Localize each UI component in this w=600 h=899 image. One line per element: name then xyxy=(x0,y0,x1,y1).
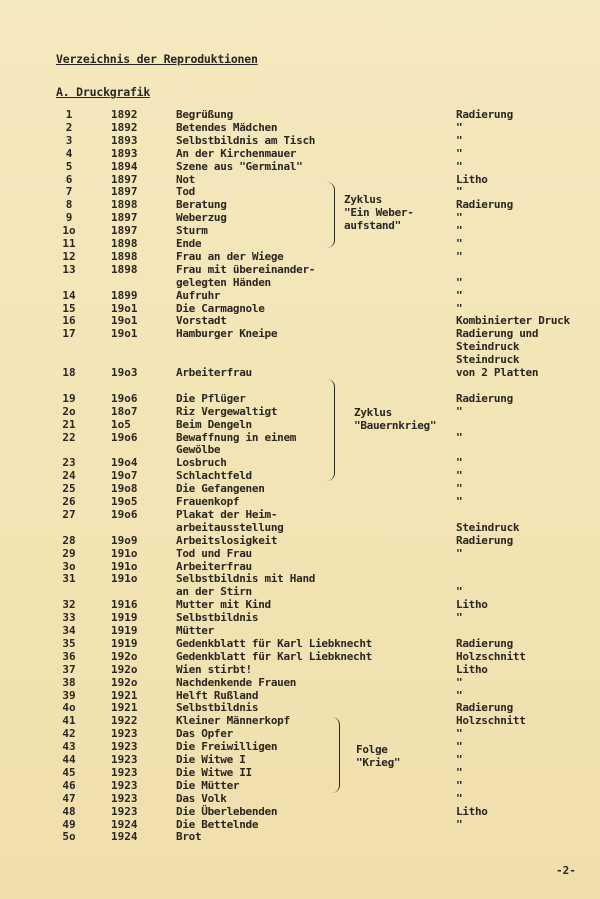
item-year: 19o7 xyxy=(111,469,138,483)
item-technique: " xyxy=(456,495,463,508)
item-year: 1919 xyxy=(111,636,138,650)
list-item xyxy=(0,482,600,495)
item-title: An der Kirchenmauer xyxy=(176,146,297,160)
item-number: 2o xyxy=(62,404,76,418)
list-item xyxy=(0,624,600,637)
item-year: 192o xyxy=(111,649,138,663)
item-title: arbeitausstellung xyxy=(176,520,284,534)
item-title: Weberzug xyxy=(176,211,227,225)
group-brace xyxy=(326,379,335,481)
list-item xyxy=(0,598,600,611)
list-item xyxy=(0,353,600,366)
item-technique: Radierung xyxy=(456,198,513,212)
list-item xyxy=(0,753,600,766)
item-technique: von 2 Platten xyxy=(456,366,539,379)
item-title: Begrüßung xyxy=(176,108,233,121)
item-technique: " xyxy=(456,301,463,315)
item-year: 1923 xyxy=(111,804,138,818)
item-number: 6 xyxy=(65,172,73,186)
item-technique: " xyxy=(456,791,463,805)
item-technique: Radierung xyxy=(456,108,513,121)
item-technique: " xyxy=(456,778,463,792)
item-title: Ende xyxy=(176,237,202,250)
list-item xyxy=(0,521,600,534)
item-title: Aufruhr xyxy=(176,288,221,302)
item-title: Gedenkblatt für Karl Liebknecht xyxy=(176,636,372,650)
item-technique: Radierung xyxy=(456,636,513,650)
item-title: Die Gefangenen xyxy=(176,482,265,496)
item-technique: Steindruck xyxy=(456,340,520,354)
list-item xyxy=(0,779,600,792)
item-year: 1921 xyxy=(111,701,138,715)
item-title: Betendes Mädchen xyxy=(176,120,278,134)
list-item xyxy=(0,534,600,547)
item-number: 45 xyxy=(62,765,76,779)
item-year: 1916 xyxy=(111,598,138,612)
list-item xyxy=(0,276,600,289)
item-title: Die Mütter xyxy=(176,778,240,792)
item-technique: " xyxy=(456,546,463,560)
group-label: Folge xyxy=(356,743,388,756)
list-item xyxy=(0,405,600,418)
list-item xyxy=(0,302,600,315)
list-item xyxy=(0,366,600,379)
list-item xyxy=(0,121,600,134)
item-number: 8 xyxy=(65,198,73,212)
item-title: Frau mit übereinander- xyxy=(176,262,316,276)
item-number: 4o xyxy=(62,701,76,715)
item-technique: Litho xyxy=(456,598,488,612)
item-title: Szene aus "Germinal" xyxy=(176,159,303,173)
item-year: 1922 xyxy=(111,714,138,728)
list-item xyxy=(0,211,600,224)
item-number: 1 xyxy=(65,108,73,121)
item-year: 19o6 xyxy=(111,430,138,444)
item-technique: " xyxy=(456,224,463,238)
item-number: 42 xyxy=(62,727,76,741)
item-number: 24 xyxy=(62,469,76,483)
item-technique: " xyxy=(456,740,463,754)
item-year: 1898 xyxy=(111,237,138,250)
item-technique: " xyxy=(456,482,463,496)
item-year: 1899 xyxy=(111,288,138,302)
item-technique: " xyxy=(456,404,463,418)
item-technique: " xyxy=(456,585,463,599)
item-year: 1893 xyxy=(111,146,138,160)
item-year: 1897 xyxy=(111,211,138,225)
item-number: 17 xyxy=(62,327,76,341)
list-item xyxy=(0,250,600,263)
document-heading: Verzeichnis der Reproduktionen xyxy=(56,52,258,66)
item-technique: Steindruck xyxy=(456,520,520,534)
item-title: Selbstbildnis xyxy=(176,611,259,625)
item-year: 1923 xyxy=(111,791,138,805)
list-item xyxy=(0,689,600,702)
item-number: 13 xyxy=(62,262,76,276)
item-number: 25 xyxy=(62,482,76,496)
item-technique: " xyxy=(456,120,463,134)
item-technique: " xyxy=(456,611,463,625)
item-technique: Kombinierter Druck xyxy=(456,314,570,328)
list-item xyxy=(0,224,600,237)
item-technique: Radierung xyxy=(456,391,513,405)
item-technique: " xyxy=(456,430,463,444)
item-technique: " xyxy=(456,727,463,741)
item-title: Beratung xyxy=(176,198,227,212)
item-year: 1897 xyxy=(111,172,138,186)
item-year: 19o5 xyxy=(111,495,138,508)
item-technique: Radierung xyxy=(456,533,513,547)
item-year: 1897 xyxy=(111,185,138,199)
item-technique: " xyxy=(456,765,463,779)
list-item xyxy=(0,830,600,843)
list-item xyxy=(0,650,600,663)
list-item xyxy=(0,676,600,689)
item-title: Gedenkblatt für Karl Liebknecht xyxy=(176,649,372,663)
group-label: Zyklus xyxy=(354,406,392,419)
item-year: 192o xyxy=(111,662,138,676)
section-heading: A. Druckgrafik xyxy=(56,85,151,99)
group-label: "Ein Weber- xyxy=(344,206,414,219)
item-number: 5 xyxy=(65,159,73,173)
item-technique: Litho xyxy=(456,662,488,676)
item-number: 31 xyxy=(62,572,76,586)
item-number: 48 xyxy=(62,804,76,818)
list-item xyxy=(0,611,600,624)
item-title: Not xyxy=(176,172,195,186)
item-title: Arbeiterfrau xyxy=(176,366,252,379)
list-item xyxy=(0,469,600,482)
item-year: 191o xyxy=(111,572,138,586)
item-technique: Radierung und xyxy=(456,327,539,341)
item-number: 29 xyxy=(62,546,76,560)
item-number: 2 xyxy=(65,120,73,134)
item-title: Selbstbildnis mit Hand xyxy=(176,572,316,586)
item-year: 1923 xyxy=(111,753,138,766)
item-title: Riz Vergewaltigt xyxy=(176,404,278,418)
item-number: 34 xyxy=(62,624,76,637)
group-label: "Krieg" xyxy=(356,756,401,769)
item-year: 19o8 xyxy=(111,482,138,496)
item-title: gelegten Händen xyxy=(176,275,271,289)
item-year: 1919 xyxy=(111,611,138,625)
item-number: 15 xyxy=(62,301,76,315)
item-title: Hamburger Kneipe xyxy=(176,327,278,341)
item-technique: " xyxy=(456,211,463,225)
item-title: Frau an der Wiege xyxy=(176,249,284,263)
item-number: 9 xyxy=(65,211,73,225)
item-year: 192o xyxy=(111,675,138,689)
item-number: 43 xyxy=(62,740,76,754)
item-title: Brot xyxy=(176,830,202,844)
item-year: 1892 xyxy=(111,120,138,134)
list-item xyxy=(0,701,600,714)
item-title: Selbstbildnis xyxy=(176,701,259,715)
item-year: 19o4 xyxy=(111,456,138,470)
item-number: 14 xyxy=(62,288,76,302)
list-item xyxy=(0,766,600,779)
item-number: 5o xyxy=(62,830,76,844)
list-item xyxy=(0,418,600,431)
list-item xyxy=(0,263,600,276)
item-title: Die Überlebenden xyxy=(176,804,278,818)
item-title: Arbeiterfrau xyxy=(176,559,252,573)
list-item xyxy=(0,560,600,573)
item-number: 23 xyxy=(62,456,76,470)
list-item xyxy=(0,198,600,211)
item-technique: Radierung xyxy=(456,701,513,715)
list-item xyxy=(0,547,600,560)
list-item xyxy=(0,456,600,469)
item-title: Tod xyxy=(176,185,195,199)
item-title: Arbeitslosigkeit xyxy=(176,533,278,547)
list-item xyxy=(0,147,600,160)
list-item xyxy=(0,740,600,753)
item-technique: Steindruck xyxy=(456,353,520,367)
item-number: 18 xyxy=(62,366,76,379)
item-year: 1921 xyxy=(111,688,138,702)
item-title: Beim Dengeln xyxy=(176,417,252,431)
page-number: -2- xyxy=(556,864,576,877)
item-number: 7 xyxy=(65,185,73,199)
item-year: 1893 xyxy=(111,133,138,147)
item-title: Plakat der Heim- xyxy=(176,507,278,521)
item-number: 49 xyxy=(62,817,76,831)
item-year: 1894 xyxy=(111,159,138,173)
list-item xyxy=(0,392,600,405)
item-title: Vorstadt xyxy=(176,314,227,328)
item-title: Die Carmagnole xyxy=(176,301,265,315)
item-number: 47 xyxy=(62,791,76,805)
item-year: 1897 xyxy=(111,224,138,238)
item-technique: " xyxy=(456,288,463,302)
item-title: Wien stirbt! xyxy=(176,662,252,676)
item-title: Die Pflüger xyxy=(176,391,246,405)
item-year: 1898 xyxy=(111,249,138,263)
item-number: 38 xyxy=(62,675,76,689)
item-title: Mutter mit Kind xyxy=(176,598,271,612)
item-year: 19o3 xyxy=(111,366,138,379)
item-title: Gewölbe xyxy=(176,443,221,457)
list-item xyxy=(0,431,600,444)
item-year: 1923 xyxy=(111,740,138,754)
item-title: Selbstbildnis am Tisch xyxy=(176,133,316,147)
item-number: 28 xyxy=(62,533,76,547)
item-number: 19 xyxy=(62,391,76,405)
item-technique: " xyxy=(456,753,463,766)
item-technique: Holzschnitt xyxy=(456,714,526,728)
list-item xyxy=(0,637,600,650)
item-technique: " xyxy=(456,688,463,702)
list-item xyxy=(0,663,600,676)
item-year: 19o1 xyxy=(111,327,138,341)
item-title: Tod und Frau xyxy=(176,546,252,560)
item-year: 1o5 xyxy=(111,417,131,431)
item-title: Losbruch xyxy=(176,456,227,470)
list-item xyxy=(0,237,600,250)
list-item xyxy=(0,443,600,456)
item-number: 21 xyxy=(62,417,76,431)
item-year: 1923 xyxy=(111,727,138,741)
item-year: 1924 xyxy=(111,817,138,831)
item-technique: Litho xyxy=(456,804,488,818)
item-number: 1o xyxy=(62,224,76,238)
item-number: 37 xyxy=(62,662,76,676)
item-year: 18o7 xyxy=(111,404,138,418)
item-technique: " xyxy=(456,675,463,689)
item-number: 26 xyxy=(62,495,76,508)
item-year: 19o1 xyxy=(111,314,138,328)
item-number: 4 xyxy=(65,146,73,160)
item-title: Bewaffnung in einem xyxy=(176,430,297,444)
item-year: 1898 xyxy=(111,262,138,276)
item-technique: " xyxy=(456,249,463,263)
item-number: 27 xyxy=(62,507,76,521)
item-number: 3 xyxy=(65,133,73,147)
list-item xyxy=(0,160,600,173)
list-item xyxy=(0,727,600,740)
list-item xyxy=(0,173,600,186)
item-title: Die Freiwilligen xyxy=(176,740,278,754)
item-number: 33 xyxy=(62,611,76,625)
list-item xyxy=(0,572,600,585)
item-year: 19o6 xyxy=(111,507,138,521)
item-technique: " xyxy=(456,275,463,289)
item-technique: " xyxy=(456,159,463,173)
item-number: 44 xyxy=(62,753,76,766)
item-title: an der Stirn xyxy=(176,585,252,599)
list-item xyxy=(0,327,600,340)
item-technique: " xyxy=(456,456,463,470)
item-year: 19o9 xyxy=(111,533,138,547)
item-technique: " xyxy=(456,237,463,250)
item-number: 36 xyxy=(62,649,76,663)
item-technique: " xyxy=(456,817,463,831)
item-title: Frauenkopf xyxy=(176,495,240,508)
item-year: 1923 xyxy=(111,778,138,792)
item-number: 12 xyxy=(62,249,76,263)
item-number: 46 xyxy=(62,778,76,792)
item-year: 19o6 xyxy=(111,391,138,405)
group-brace xyxy=(331,717,340,793)
item-title: Das Volk xyxy=(176,791,227,805)
list-item xyxy=(0,805,600,818)
item-year: 1924 xyxy=(111,830,138,844)
item-year: 191o xyxy=(111,559,138,573)
item-title: Kleiner Männerkopf xyxy=(176,714,290,728)
item-technique: Litho xyxy=(456,172,488,186)
group-brace xyxy=(326,182,335,248)
item-year: 1892 xyxy=(111,108,138,121)
item-year: 19o1 xyxy=(111,301,138,315)
list-item xyxy=(0,314,600,327)
list-item xyxy=(0,585,600,598)
group-label: Zyklus xyxy=(344,193,382,206)
list-item xyxy=(0,289,600,302)
item-number: 35 xyxy=(62,636,76,650)
list-item xyxy=(0,340,600,353)
item-title: Die Witwe II xyxy=(176,765,252,779)
group-label: aufstand" xyxy=(344,219,401,232)
item-year: 1898 xyxy=(111,198,138,212)
group-label: "Bauernkrieg" xyxy=(354,419,437,432)
list-item xyxy=(0,792,600,805)
item-technique: " xyxy=(456,133,463,147)
list-item xyxy=(0,495,600,508)
item-title: Nachdenkende Frauen xyxy=(176,675,297,689)
item-technique: " xyxy=(456,146,463,160)
item-number: 39 xyxy=(62,688,76,702)
item-technique: " xyxy=(456,469,463,483)
item-year: 1923 xyxy=(111,765,138,779)
item-technique: Holzschnitt xyxy=(456,649,526,663)
item-number: 32 xyxy=(62,598,76,612)
item-title: Mütter xyxy=(176,624,214,637)
item-title: Die Witwe I xyxy=(176,753,246,766)
item-title: Helft Rußland xyxy=(176,688,259,702)
item-number: 22 xyxy=(62,430,76,444)
list-item xyxy=(0,108,600,121)
item-title: Das Opfer xyxy=(176,727,233,741)
item-technique: " xyxy=(456,185,463,199)
item-title: Sturm xyxy=(176,224,208,238)
item-year: 191o xyxy=(111,546,138,560)
list-item xyxy=(0,379,600,392)
list-item xyxy=(0,508,600,521)
list-item xyxy=(0,185,600,198)
item-number: 3o xyxy=(62,559,76,573)
item-number: 41 xyxy=(62,714,76,728)
item-year: 1919 xyxy=(111,624,138,637)
item-title: Die Bettelnde xyxy=(176,817,259,831)
item-title: Schlachtfeld xyxy=(176,469,252,483)
list-item xyxy=(0,134,600,147)
list-item xyxy=(0,818,600,831)
item-number: 11 xyxy=(62,237,76,250)
item-number: 16 xyxy=(62,314,76,328)
list-item xyxy=(0,714,600,727)
